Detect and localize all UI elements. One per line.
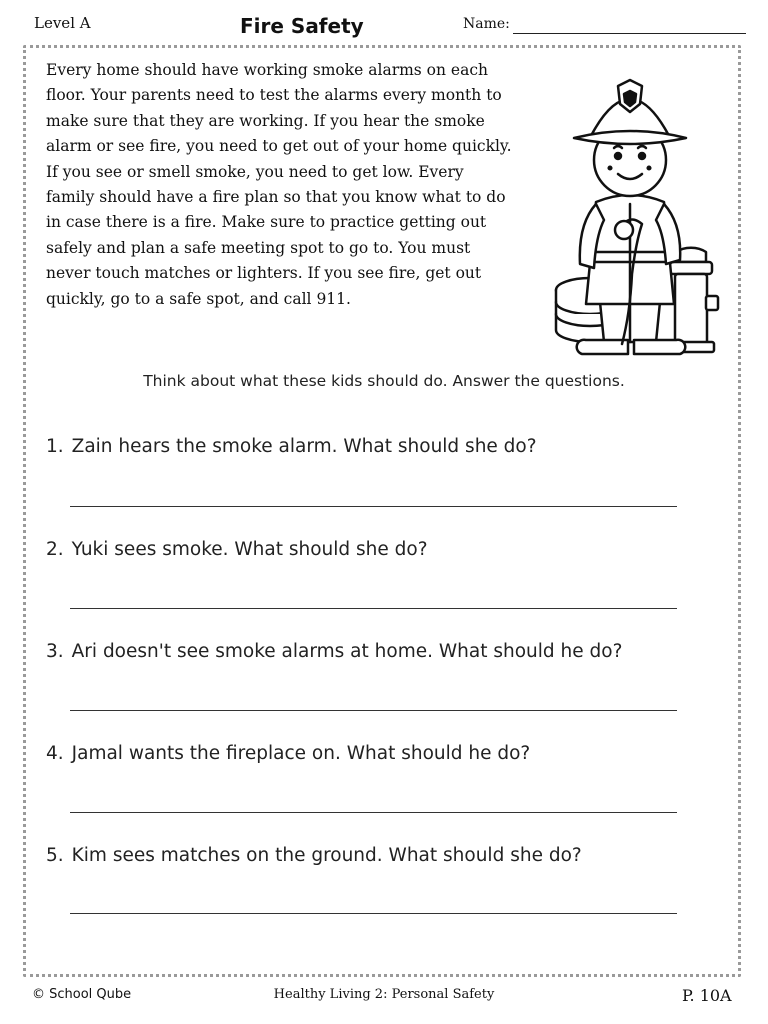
question-4: [46, 743, 726, 764]
answer-line-3[interactable]: [70, 710, 677, 711]
worksheet-header: [0, 0, 768, 46]
worksheet-title: Fire Safety: [240, 14, 364, 38]
reading-passage: Every home should have working smoke alarms on each floor. Your parents need to test the alarms every month to make sure that they are working. If you hear the smoke alarm or see fire, you need to get out of your home quickly. If you see or smell smoke, you need to get low. Every family should have a fire plan so that you know what to do in case there is a fire. Make sure to practice getting out safely and plan a safe meeting spot to go to. You must never touch matches or lighters. If you see fire, get out quickly, go to a safe spot, and call 911.: [46, 61, 512, 308]
name-field-line[interactable]: [513, 33, 746, 34]
firefighter-kid-icon: [548, 52, 723, 364]
question-text: Kim sees matches on the ground. What should she do?: [71, 845, 582, 866]
instructions-text: Think about what these kids should do. Answer the questions.: [143, 372, 625, 390]
answer-line-2[interactable]: [70, 608, 677, 609]
question-text: Jamal wants the fireplace on. What should he do?: [71, 743, 531, 764]
level-label: Level A: [34, 14, 91, 32]
page-number: P. 10A: [682, 986, 732, 1005]
question-number: 5.: [46, 845, 64, 866]
answer-line-5[interactable]: [70, 913, 677, 914]
subject-text: Healthy Living 2: Personal Safety: [273, 987, 495, 1002]
question-text: Yuki sees smoke. What should she do?: [71, 539, 428, 560]
copyright-text: © School Qube: [32, 987, 132, 1002]
question-number: 3.: [46, 641, 64, 662]
answer-line-4[interactable]: [70, 812, 677, 813]
question-3: [46, 641, 726, 662]
question-number: 1.: [46, 436, 64, 457]
question-1: [46, 436, 726, 457]
answer-line-1[interactable]: [70, 506, 677, 507]
question-text: Ari doesn't see smoke alarms at home. What should he do?: [71, 641, 623, 662]
question-number: 4.: [46, 743, 64, 764]
question-text: Zain hears the smoke alarm. What should she do?: [71, 436, 537, 457]
question-number: 2.: [46, 539, 64, 560]
question-2: [46, 539, 726, 560]
question-5: [46, 845, 726, 866]
name-label: Name:: [463, 16, 510, 32]
